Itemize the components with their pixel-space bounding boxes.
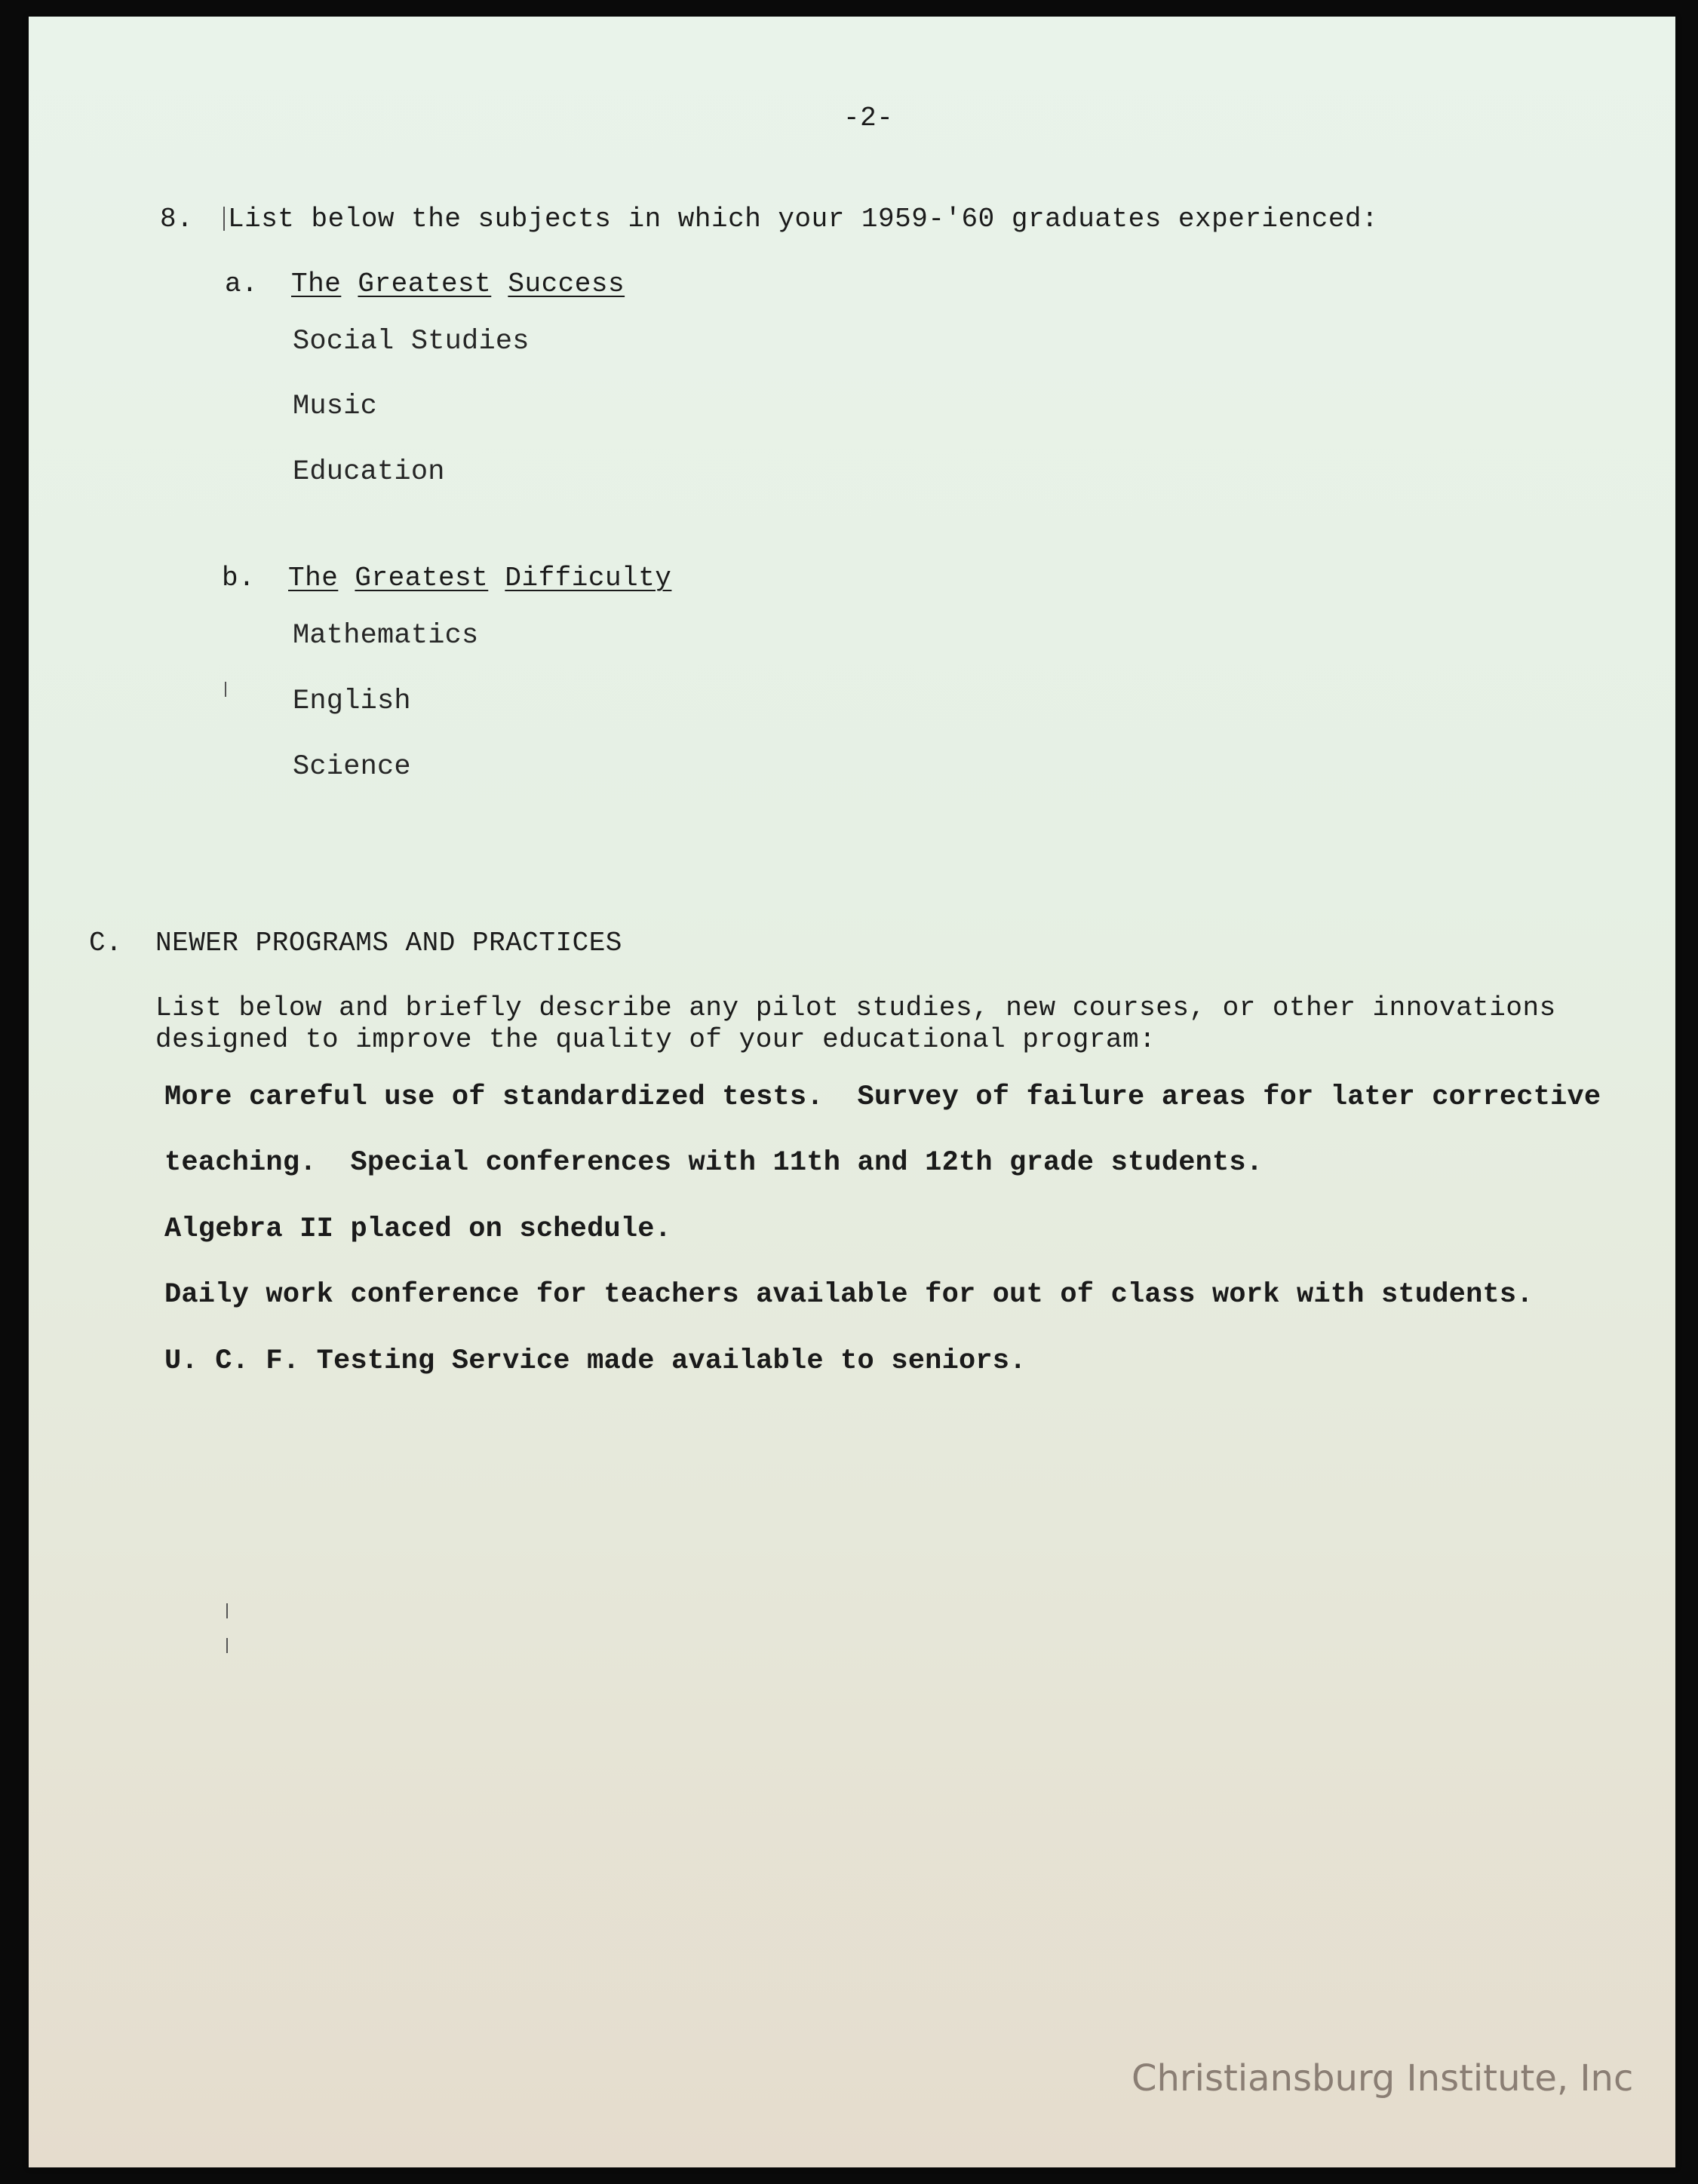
difficulty-subject: Science xyxy=(293,751,411,783)
greatest-success-heading xyxy=(291,268,625,299)
greatest-difficulty-heading xyxy=(288,563,671,594)
stray-mark xyxy=(223,207,225,231)
stray-mark xyxy=(225,682,226,697)
heading-word: Success xyxy=(508,268,625,299)
section-c-prompt-line: designed to improve the quality of your educational program: xyxy=(155,1024,1156,1055)
heading-word: Greatest xyxy=(355,563,489,594)
heading-word: Difficulty xyxy=(505,563,672,594)
heading-word: The xyxy=(288,563,339,594)
section-c-answer-line: Daily work conference for teachers available for out of class work with students. xyxy=(164,1279,1534,1311)
success-subject: Social Studies xyxy=(293,326,530,357)
difficulty-subject: English xyxy=(293,686,411,717)
question-8-prompt: List below the subjects in which your 1959-'60 graduates experienced: xyxy=(228,204,1379,235)
item-a-letter: a. xyxy=(225,268,259,299)
heading-word: The xyxy=(291,268,342,299)
stray-mark xyxy=(226,1638,228,1653)
difficulty-subject: Mathematics xyxy=(293,620,479,652)
section-c-answer-line: More careful use of standardized tests. Survey of failure areas for later corrective xyxy=(164,1081,1601,1113)
success-subject: Music xyxy=(293,391,378,422)
page-number: -2- xyxy=(843,103,894,133)
item-b-letter: b. xyxy=(222,563,256,594)
success-subject: Education xyxy=(293,456,445,488)
question-8-number: 8. xyxy=(160,204,194,235)
section-c-answer-line: teaching. Special conferences with 11th and 12th grade students. xyxy=(164,1147,1264,1179)
heading-word: Greatest xyxy=(358,268,492,299)
section-c-prompt-line: List below and briefly describe any pilot studies, new courses, or other innovations xyxy=(155,992,1556,1023)
archive-watermark: Christiansburg Institute, Inc xyxy=(1131,2057,1634,2100)
section-c-answer-line: U. C. F. Testing Service made available to seniors. xyxy=(164,1345,1027,1377)
section-c-letter: C. xyxy=(89,928,123,959)
stray-mark xyxy=(226,1603,228,1618)
section-c-answer-line: Algebra II placed on schedule. xyxy=(164,1213,672,1245)
section-c-heading: NEWER PROGRAMS AND PRACTICES xyxy=(155,928,622,959)
